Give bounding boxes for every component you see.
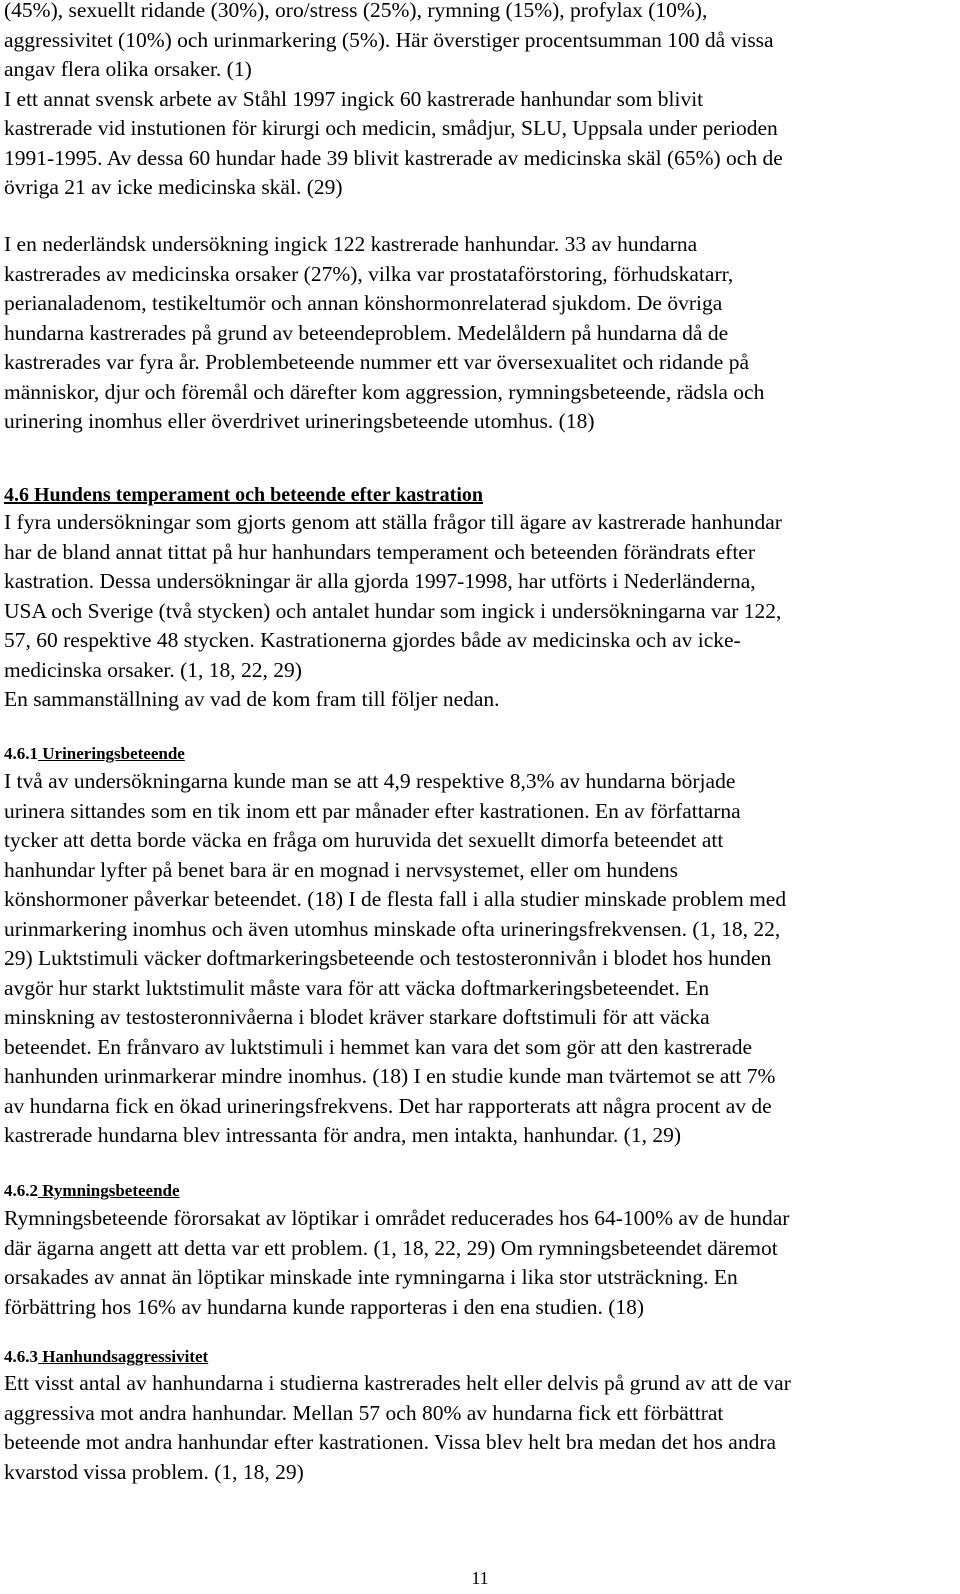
- subsection-heading-4-6-3: [4, 1345, 208, 1369]
- section-heading-4-6: [4, 481, 483, 509]
- subsection-title: Hanhundsaggressivitet: [38, 1347, 209, 1366]
- paragraph-castration-reasons: (45%), sexuellt ridande (30%), oro/stress (25%), rymning (15%), profylax (10%), aggressivitet (10%) och urinmarkering (5%). Här överstiger procentsumman 100 då vissa angav flera olika orsaker. (1) I ett annat svensk arbete av Ståhl 1997 ingick 60 kastrerade hanhundar som blivit kastrerade vid instutionen för kirurgi och medicin, smådjur, SLU, Uppsala under perioden 1991-1995. Av dessa 60 hundar hade 39 blivit kastrerade av medicinska skäl (65%) och de övriga 21 av icke medicinska skäl. (29): [4, 0, 783, 199]
- subsection-title: Rymningsbeteende: [38, 1181, 180, 1200]
- paragraph-urination-behavior: I två av undersökningarna kunde man se att 4,9 respektive 8,3% av hundarna började urinera sittandes som en tik inom ett par månader efter kastrationen. En av författarna tycker att detta borde väcka en fråga om huruvida det sexuellt dimorfa beteendet att hanhundar lyfter på benet bara är en mognad i nervsystemet, eller om hundens könshormoner påverkar beteendet. (18) I de flesta fall i alla studier minskade problem med urinmarkering inomhus och även utomhus minskade ofta urineringsfrekvensen. (1, 18, 22, 29) Luktstimuli väcker doftmarkeringsbeteende och testosteronnivån i blodet hos hunden avgör hur starkt luktstimulit måste vara för att väcka doftmarkeringsbeteendet. En minskning av testosteronnivåerna i blodet kräver starkare doftstimuli för att väcka beteendet. En frånvaro av luktstimuli i hemmet kan vara det som gör att den kastrerade hanhunden urinmarkerar mindre inomhus. (18) I en studie kunde man tvärtemot se att 7% av hundarna fick en ökad urineringsfrekvens. Det har rapporterats att några procent av de kastrerade hundarna blev intressanta för andra, men intakta, hanhundar. (1, 29): [4, 769, 787, 1147]
- section-number: 4.6: [4, 484, 29, 506]
- paragraph-temperament-surveys: I fyra undersökningar som gjorts genom att ställa frågor till ägare av kastrerade hanhundar har de bland annat tittat på hur hanhundars temperament och beteenden förändrats efter kastration. Dessa undersökningar är alla gjorda 1997-1998, har utförts i Nederländerna, USA och Sverige (två stycken) och antalet hundar som ingick i undersökningarna var 122, 57, 60 respektive 48 stycken. Kastrationerna gjordes både av medicinska och av icke- medicinska orsaker. (1, 18, 22, 29) En sammanställning av vad de kom fram till följer nedan.: [4, 510, 782, 711]
- paragraph-roaming-behavior: Rymningsbeteende förorsakat av löptikar i området reducerades hos 64-100% av de hundar där ägarna angett att detta var ett problem. (1, 18, 22, 29) Om rymningsbeteendet däremot orsakades av annat än löptikar minskade inte rymningarna i lika stor utsträckning. En förbättring hos 16% av hundarna kunde rapporteras i den ena studien. (18): [4, 1206, 790, 1319]
- subsection-number: 4.6.1: [4, 744, 38, 763]
- section-title: Hundens temperament och beteende efter kastration: [29, 484, 484, 506]
- subsection-number: 4.6.3: [4, 1347, 38, 1366]
- paragraph-male-aggression: Ett visst antal av hanhundarna i studierna kastrerades helt eller delvis på grund av att de var aggressiva mot andra hanhundar. Mellan 57 och 80% av hundarna fick ett förbättrat beteende mot andra hanhundar efter kastrationen. Vissa blev helt bra medan det hos andra kvarstod vissa problem. (1, 18, 29): [4, 1371, 791, 1484]
- paragraph-dutch-study: I en nederländsk undersökning ingick 122 kastrerade hanhundar. 33 av hundarna kastrerades av medicinska orsaker (27%), vilka var prostataförstoring, förhudskatarr, perianaladenom, testikeltumör och annan könshormonrelaterad sjukdom. De övriga hundarna kastrerades på grund av beteendeproblem. Medelåldern på hundarna då de kastrerades var fyra år. Problembeteende nummer ett var översexualitet och ridande på människor, djur och föremål och därefter kom aggression, rymningsbeteende, rädsla och urinering inomhus eller överdrivet urineringsbeteende utomhus. (18): [4, 232, 765, 433]
- subsection-title: Urineringsbeteende: [38, 744, 185, 763]
- subsection-number: 4.6.2: [4, 1181, 38, 1200]
- page-number: 11: [471, 1568, 489, 1588]
- subsection-heading-4-6-2: [4, 1179, 180, 1203]
- subsection-heading-4-6-1: [4, 742, 185, 766]
